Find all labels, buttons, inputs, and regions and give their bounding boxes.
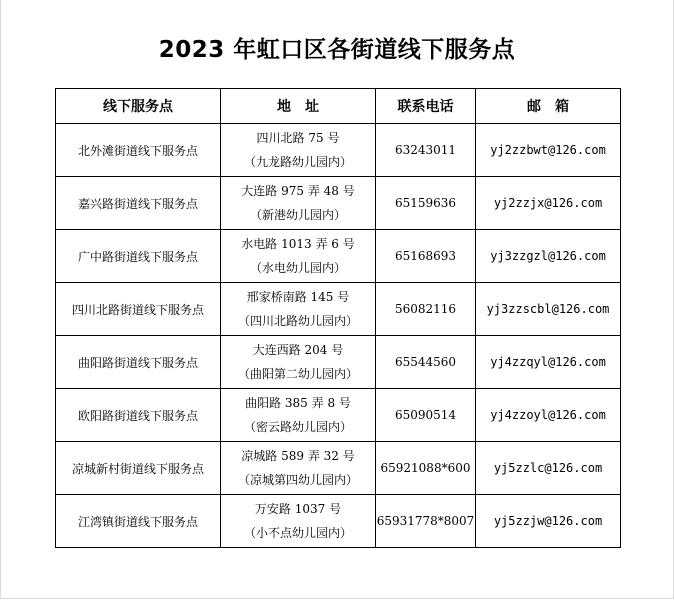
service-point-phone: 56082116 [376,283,476,336]
table-row [56,336,621,389]
service-point-phone: 65090514 [376,389,476,442]
service-point-name: 广中路街道线下服务点 [56,230,221,283]
service-point-address [221,336,376,389]
address-note: （四川北路幼儿园内） [237,314,358,328]
table-row [56,230,621,283]
service-point-name: 北外滩街道线下服务点 [56,124,221,177]
column-header-email: 邮 箱 [476,89,621,124]
address-note: （密云路幼儿园内） [243,420,352,434]
service-point-name: 嘉兴路街道线下服务点 [56,177,221,230]
address-line: 大连路 975 弄 48 号 [241,184,355,198]
column-header-name: 线下服务点 [56,89,221,124]
table-row [56,442,621,495]
column-header-phone: 联系电话 [376,89,476,124]
address-line: 水电路 1013 弄 6 号 [241,237,355,251]
service-point-email: yj5zzlc@126.com [476,442,621,495]
service-point-address [221,495,376,548]
service-point-address [221,230,376,283]
service-point-address [221,124,376,177]
address-line: 邢家桥南路 145 号 [246,290,350,304]
address-line: 万安路 1037 号 [254,502,342,516]
service-point-email: yj4zzqyl@126.com [476,336,621,389]
column-header-address: 地 址 [221,89,376,124]
service-point-address [221,442,376,495]
table-header-row [56,89,621,124]
page-title: 2023 年虹口区各街道线下服务点 [158,37,516,63]
service-point-phone: 65544560 [376,336,476,389]
address-note: （水电幼儿园内） [249,261,346,275]
service-point-phone: 63243011 [376,124,476,177]
service-point-name: 江湾镇街道线下服务点 [56,495,221,548]
service-point-name: 凉城新村街道线下服务点 [56,442,221,495]
table-row [56,283,621,336]
service-point-phone: 65168693 [376,230,476,283]
address-line: 曲阳路 385 弄 8 号 [245,396,351,410]
address-line: 大连西路 204 号 [252,343,344,357]
service-point-email: yj2zzjx@126.com [476,177,621,230]
service-point-phone: 65159636 [376,177,476,230]
service-point-name: 曲阳路街道线下服务点 [56,336,221,389]
service-point-address [221,389,376,442]
service-point-name: 欧阳路街道线下服务点 [56,389,221,442]
service-point-email: yj3zzscbl@126.com [476,283,621,336]
address-note: （新港幼儿园内） [249,208,346,222]
address-note: （凉城第四幼儿园内） [237,473,358,487]
service-point-address [221,283,376,336]
service-point-email: yj5zzjw@126.com [476,495,621,548]
address-line: 凉城路 589 弄 32 号 [241,449,355,463]
address-note: （小不点幼儿园内） [243,526,352,540]
table-row [56,495,621,548]
service-point-phone: 65931778*8007 [376,495,476,548]
service-point-phone: 65921088*600 [376,442,476,495]
service-points-table [55,88,621,548]
table-row [56,177,621,230]
service-point-name: 四川北路街道线下服务点 [56,283,221,336]
service-point-address [221,177,376,230]
service-point-email: yj4zzoyl@126.com [476,389,621,442]
table-row [56,124,621,177]
address-line: 四川北路 75 号 [256,131,340,145]
address-note: （曲阳第二幼儿园内） [237,367,358,381]
service-point-email: yj2zzbwt@126.com [476,124,621,177]
address-note: （九龙路幼儿园内） [243,155,352,169]
service-point-email: yj3zzgzl@126.com [476,230,621,283]
table-row [56,389,621,442]
